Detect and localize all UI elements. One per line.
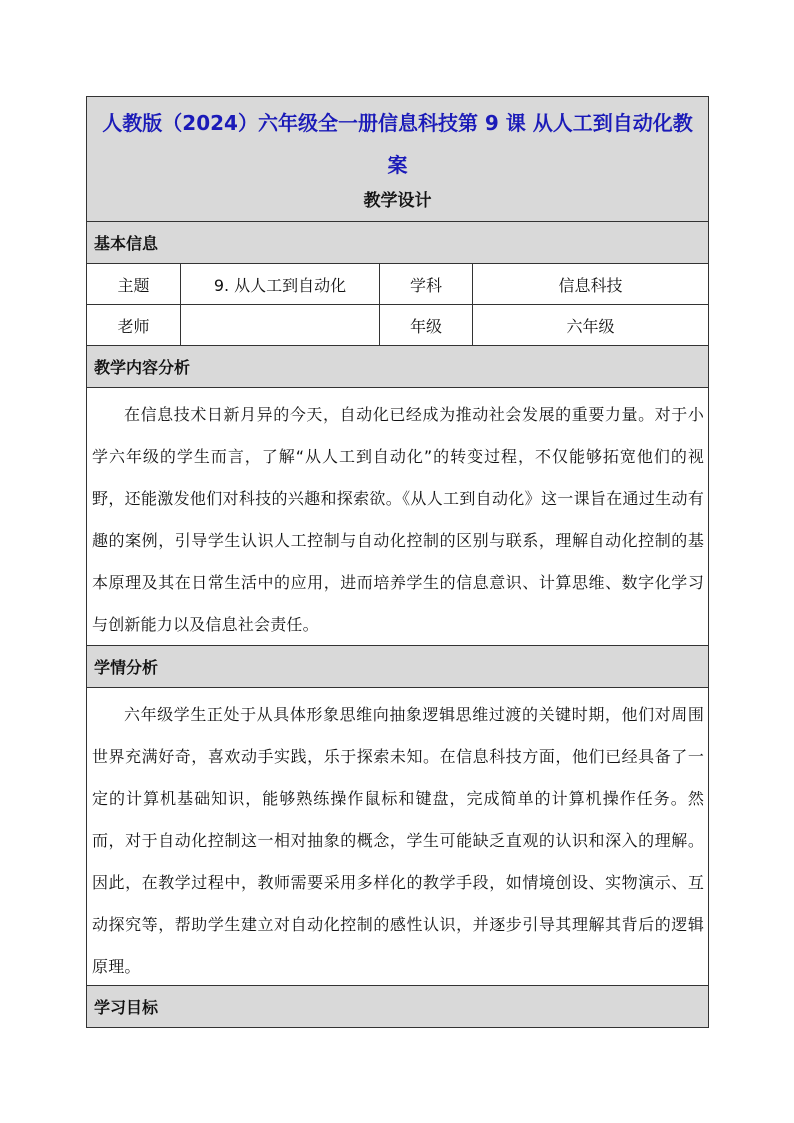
info-value-topic: 9. 从人工到自动化 <box>181 264 380 305</box>
info-row <box>87 305 709 346</box>
content-analysis-cell <box>87 388 709 646</box>
section-heading-basic-info: 基本信息 <box>87 222 709 264</box>
document-title: 人教版（2024）六年级全一册信息科技第 9 课 从人工到自动化教案 <box>102 111 693 177</box>
info-row <box>87 264 709 305</box>
document-subtitle: 教学设计 <box>363 191 432 211</box>
content-analysis-text: 在信息技术日新月异的今天，自动化已经成为推动社会发展的重要力量。对于小学六年级的学生而言，了解“从人工到自动化”的转变过程，不仅能够拓宽他们的视野，还能激发他们对科技的兴趣和探索欲。《从人工到自动化》这一课旨在通过生动有趣的案例，引导学生认识人工控制与自动化控制的区别与联系，理解自动化控制的基本原理及其在日常生活中的应用，进而培养学生的信息意识、计算思维、数字化学习与创新能力以及信息社会责任。 <box>92 405 705 634</box>
section-heading-content-analysis: 教学内容分析 <box>87 346 709 388</box>
info-value-subject: 信息科技 <box>473 264 709 305</box>
lesson-plan-table <box>86 96 709 1028</box>
learner-analysis-text: 六年级学生正处于从具体形象思维向抽象逻辑思维过渡的关键时期，他们对周围世界充满好奇，喜欢动手实践，乐于探索未知。在信息科技方面，他们已经具备了一定的计算机基础知识，能够熟练操作鼠标和键盘，完成简单的计算机操作任务。然而，对于自动化控制这一相对抽象的概念，学生可能缺乏直观的认识和深入的理解。因此，在教学过程中，教师需要采用多样化的教学手段，如情境创设、实物演示、互动探究等，帮助学生建立对自动化控制的感性认识，并逐步引导其理解其背后的逻辑原理。 <box>92 705 705 976</box>
info-label-topic: 主题 <box>87 264 181 305</box>
info-label-teacher: 老师 <box>87 305 181 346</box>
info-value-grade: 六年级 <box>473 305 709 346</box>
section-heading-learner-analysis: 学情分析 <box>87 646 709 688</box>
title-cell <box>87 97 709 222</box>
info-value-teacher <box>181 305 380 346</box>
info-label-grade: 年级 <box>380 305 473 346</box>
section-heading-learning-goals: 学习目标 <box>87 986 709 1028</box>
learner-analysis-cell <box>87 688 709 986</box>
info-label-subject: 学科 <box>380 264 473 305</box>
